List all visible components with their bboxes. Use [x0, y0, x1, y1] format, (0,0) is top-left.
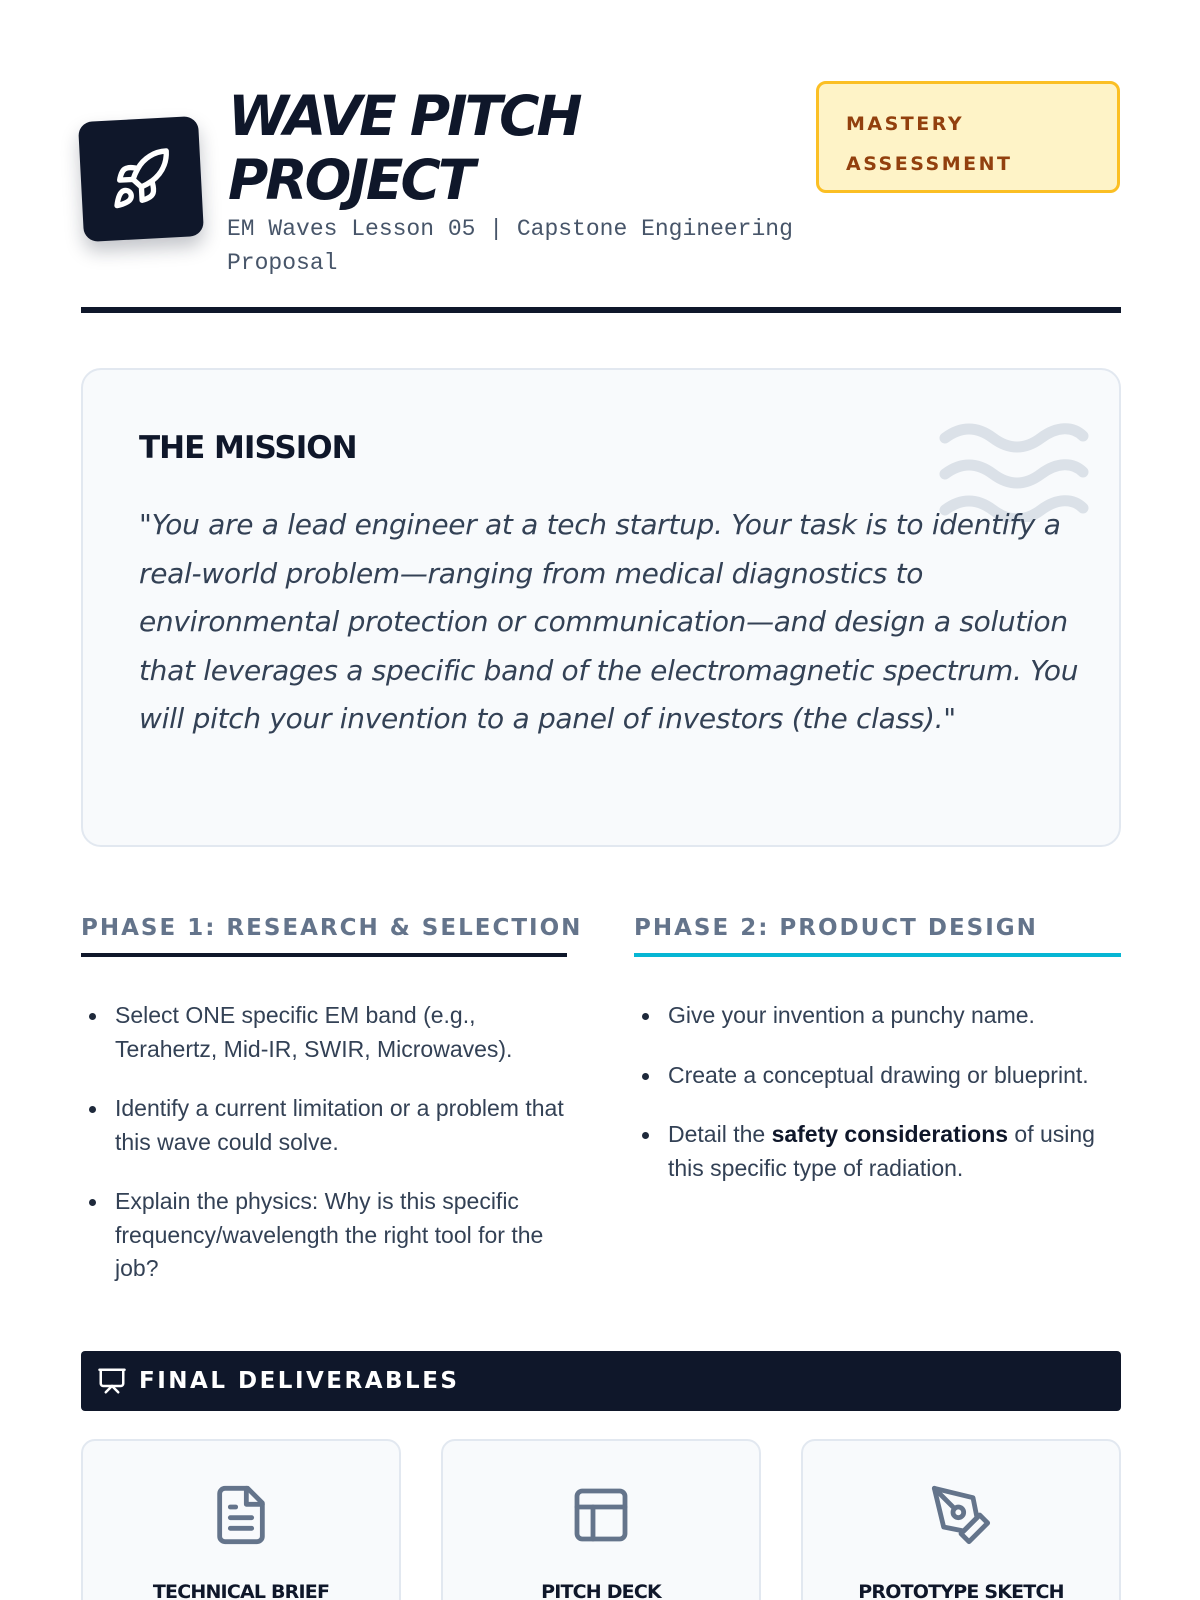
phase-2-title: PHASE 2: PRODUCT DESIGN: [634, 915, 1038, 941]
final-deliverables-title: FINAL DELIVERABLES: [139, 1368, 460, 1394]
safety-text-before: Detail the: [668, 1121, 772, 1147]
document-icon: [209, 1483, 273, 1547]
list-item: Identify a current limitation or a problem that this wave could solve.: [81, 1092, 567, 1159]
safety-considerations-emphasis: safety considerations: [771, 1121, 1009, 1147]
phase-1-title: PHASE 1: RESEARCH & SELECTION: [81, 915, 583, 941]
mastery-assessment-badge: [816, 81, 1120, 193]
phase-1-list: [81, 999, 567, 1312]
list-item: Explain the physics: Why is this specific frequency/wavelength the right tool for the job?: [81, 1185, 567, 1286]
list-item: Create a conceptual drawing or blueprint.: [634, 1059, 1121, 1093]
mission-statement: "You are a lead engineer at a tech startup. Your task is to identify a real-world problem—ranging from medical diagnostics to environmental protection or communication—and design a solution that leverages a specific band of the electromagnetic spectrum. You will pitch your invention to a panel of investors (the class).": [139, 508, 1079, 735]
page-subtitle: EM Waves Lesson 05 | Capstone Engineering Proposal: [227, 216, 793, 276]
page-title: [228, 84, 788, 212]
card-label: PROTOTYPE SKETCH: [858, 1581, 1064, 1600]
presentation-icon: [97, 1366, 127, 1396]
mission-card: [81, 368, 1121, 847]
header-divider: [81, 307, 1121, 313]
layout-icon: [569, 1483, 633, 1547]
deliverable-card-pitch-deck: [441, 1439, 761, 1600]
logo-badge: [78, 116, 204, 242]
title-line-1: WAVE PITCH: [228, 84, 580, 148]
list-item: Select ONE specific EM band (e.g., Terahertz, Mid-IR, SWIR, Microwaves).: [81, 999, 567, 1066]
phase-2-divider: [634, 953, 1121, 957]
safety-text-after: of using this specific type of radiation.: [668, 1121, 1095, 1181]
list-item: [634, 1118, 1121, 1185]
rocket-icon: [107, 145, 174, 212]
deliverable-card-prototype-sketch: [801, 1439, 1121, 1600]
card-label: TECHNICAL BRIEF: [152, 1581, 330, 1600]
badge-line-2: ASSESSMENT: [846, 153, 1013, 175]
pen-tool-icon: [929, 1483, 993, 1547]
final-deliverables-bar: [81, 1351, 1121, 1411]
mission-heading: THE MISSION: [139, 430, 357, 466]
badge-line-1: MASTERY: [846, 113, 965, 135]
deliverable-card-technical-brief: [81, 1439, 401, 1600]
card-label: PITCH DECK: [541, 1581, 661, 1600]
phase-1-divider: [81, 953, 567, 957]
list-item: Give your invention a punchy name.: [634, 999, 1121, 1033]
title-line-2: PROJECT: [228, 148, 473, 212]
phase-2-list: [634, 999, 1121, 1211]
